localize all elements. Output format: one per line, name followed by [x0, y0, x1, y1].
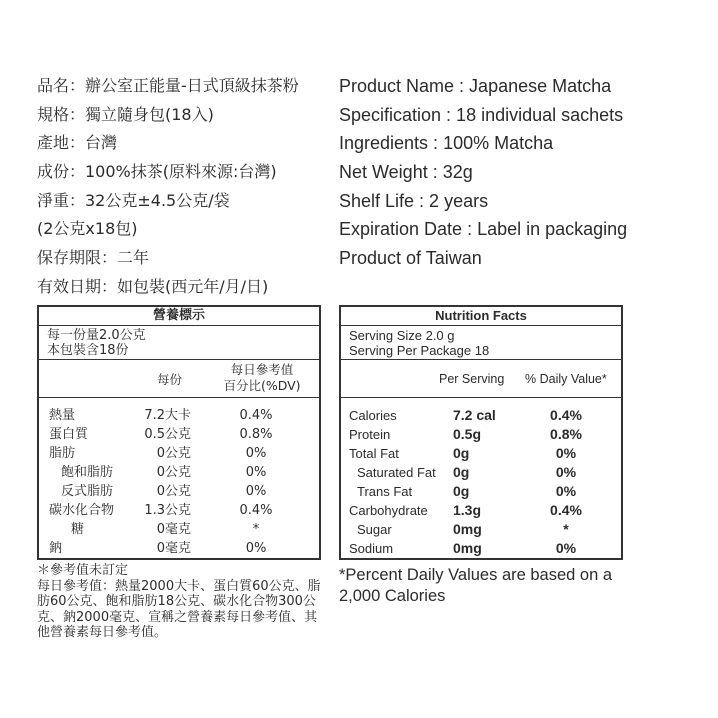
nutrient-name: Total Fat — [349, 446, 399, 461]
en-spec-expiration: Expiration Date : Label in packaging — [339, 219, 628, 240]
nutrient-value: 0g — [453, 483, 470, 499]
zh-spec-name: 品名：辦公室正能量-日式頂級抹茶粉 — [37, 76, 299, 95]
nutrient-value: 0公克 — [156, 484, 191, 499]
nutrient-dv: 0% — [555, 483, 577, 499]
table-row — [39, 539, 319, 558]
zh-spec-expiration: 有效日期：如包裝(西元年/月/日) — [37, 276, 269, 296]
nutrient-value: 7.2大卡 — [144, 408, 191, 423]
nutrient-dv: 0% — [555, 540, 577, 556]
table-row — [341, 425, 621, 444]
nutrient-name: Trans Fat — [357, 484, 413, 499]
table-row — [39, 501, 319, 520]
nutrient-dv: 0% — [245, 465, 267, 480]
nutrient-value: 0.5g — [453, 426, 482, 442]
zh-spec-origin: 產地：台灣 — [37, 133, 118, 153]
nutrient-name: 脂肪 — [49, 446, 76, 461]
nutrient-dv: 0% — [555, 464, 577, 480]
nutrient-dv: * — [563, 521, 569, 537]
en-serving-info — [341, 326, 621, 360]
nutrient-value: 7.2 cal — [453, 407, 496, 423]
zh-spec-shelf-life: 保存期限：二年 — [37, 248, 150, 268]
nutrient-name: 糖 — [71, 522, 85, 537]
nutrient-name: 反式脂肪 — [61, 484, 114, 499]
zh-product-specs — [37, 72, 299, 302]
en-nutrition-title: Nutrition Facts — [341, 307, 621, 326]
nutrient-name: Protein — [349, 427, 391, 442]
zh-nutrient-rows — [39, 398, 319, 558]
nutrient-value: 0.5公克 — [144, 427, 191, 442]
nutrient-value: 0公克 — [156, 465, 191, 480]
table-row — [341, 539, 621, 558]
zh-nutrition-title: 營養標示 — [39, 307, 319, 326]
nutrient-name: 熱量 — [49, 408, 76, 423]
nutrient-value: 1.3公克 — [144, 503, 191, 518]
nutrient-name: 蛋白質 — [49, 427, 89, 442]
en-spec-net-weight: Net Weight : 32g — [339, 162, 473, 183]
nutrient-dv: 0.4% — [239, 503, 273, 518]
nutrient-name: Sodium — [349, 541, 394, 556]
en-footnote: *Percent Daily Values are based on a 2,000 Calories — [339, 566, 613, 605]
nutrient-value: 0公克 — [156, 446, 191, 461]
zh-column-header — [39, 360, 319, 398]
zh-footnote — [37, 563, 325, 641]
en-spec-ingredients: Ingredients : 100% Matcha — [339, 133, 554, 154]
nutrient-name: 鈉 — [49, 541, 63, 556]
nutrient-dv: 0% — [245, 541, 267, 556]
en-nutrition-table — [339, 305, 623, 560]
en-spec-specification: Specification : 18 individual sachets — [339, 104, 624, 125]
zh-serving-info — [39, 326, 319, 360]
nutrient-name: Calories — [349, 408, 397, 423]
nutrient-value: 0g — [453, 445, 470, 461]
table-row — [341, 501, 621, 520]
nutrient-dv: 0% — [245, 446, 267, 461]
zh-nutrition-table — [37, 305, 321, 560]
en-col-daily-value: % Daily Value* — [525, 372, 607, 386]
nutrient-dv: 0% — [245, 484, 267, 499]
en-servings-per-package: Serving Per Package 18 — [349, 343, 490, 358]
en-nutrient-rows — [341, 398, 621, 558]
zh-col-per-serving: 每份 — [157, 372, 183, 387]
nutrient-name: Carbohydrate — [349, 503, 428, 518]
en-spec-name: Product Name : Japanese Matcha — [339, 76, 612, 96]
table-row — [341, 463, 621, 482]
table-row — [341, 482, 621, 501]
en-spec-origin: Product of Taiwan — [339, 248, 482, 269]
nutrient-name: Sugar — [357, 522, 392, 537]
en-column-header — [341, 360, 621, 398]
nutrient-value: 0毫克 — [156, 522, 191, 537]
zh-spec-net-weight: 淨重：32公克±4.5公克/袋 — [37, 190, 230, 210]
nutrient-name: 飽和脂肪 — [61, 465, 114, 480]
table-row — [39, 444, 319, 463]
table-row — [39, 425, 319, 444]
nutrient-value: 0g — [453, 464, 470, 480]
nutrient-dv: 0% — [555, 445, 577, 461]
nutrient-name: Saturated Fat — [357, 465, 436, 480]
nutrient-value: 1.3g — [453, 502, 482, 518]
zh-col-dv-line1: 每日參考值 — [230, 362, 294, 377]
nutrient-value: 0mg — [453, 521, 482, 537]
nutrient-dv: 0.4% — [550, 502, 582, 518]
en-product-specs — [339, 72, 627, 273]
zh-col-daily-value — [217, 362, 307, 394]
table-row — [39, 406, 319, 425]
nutrient-dv: 0.8% — [239, 427, 273, 442]
table-row — [39, 463, 319, 482]
table-row — [341, 520, 621, 539]
table-row — [39, 520, 319, 539]
nutrient-value: 0毫克 — [156, 541, 191, 556]
en-serving-size: Serving Size 2.0 g — [349, 328, 455, 343]
nutrient-dv: * — [252, 522, 260, 537]
table-row — [39, 482, 319, 501]
en-spec-shelf-life: Shelf Life : 2 years — [339, 190, 489, 211]
zh-footnote-title: ＊參考值未訂定 — [37, 563, 129, 578]
nutrient-dv: 0.8% — [550, 426, 582, 442]
zh-servings-per-package: 本包裝含18份 — [47, 343, 129, 358]
nutrient-value: 0mg — [453, 540, 482, 556]
table-row — [341, 444, 621, 463]
zh-col-dv-line2: 百分比(%DV) — [223, 378, 301, 393]
nutrient-dv: 0.4% — [550, 407, 582, 423]
table-row — [341, 406, 621, 425]
en-col-per-serving: Per Serving — [439, 372, 505, 386]
zh-spec-specification: 規格：獨立隨身包(18入) — [37, 104, 214, 124]
zh-serving-size: 每一份量2.0公克 — [47, 328, 146, 343]
nutrient-name: 碳水化合物 — [49, 503, 115, 518]
zh-spec-net-weight-detail: (2公克x18包) — [37, 219, 138, 239]
zh-spec-ingredients: 成份：100%抹茶(原料來源:台灣) — [37, 162, 277, 182]
zh-footnote-body: 每日參考值：熱量2000大卡、蛋白質60公克、脂肪60公克、飽和脂肪18公克、碳水化合物300公克、鈉2000毫克、宣稱之營養素每日參考值、其他營養素每日參考值。 — [37, 578, 321, 640]
nutrient-dv: 0.4% — [239, 408, 273, 423]
